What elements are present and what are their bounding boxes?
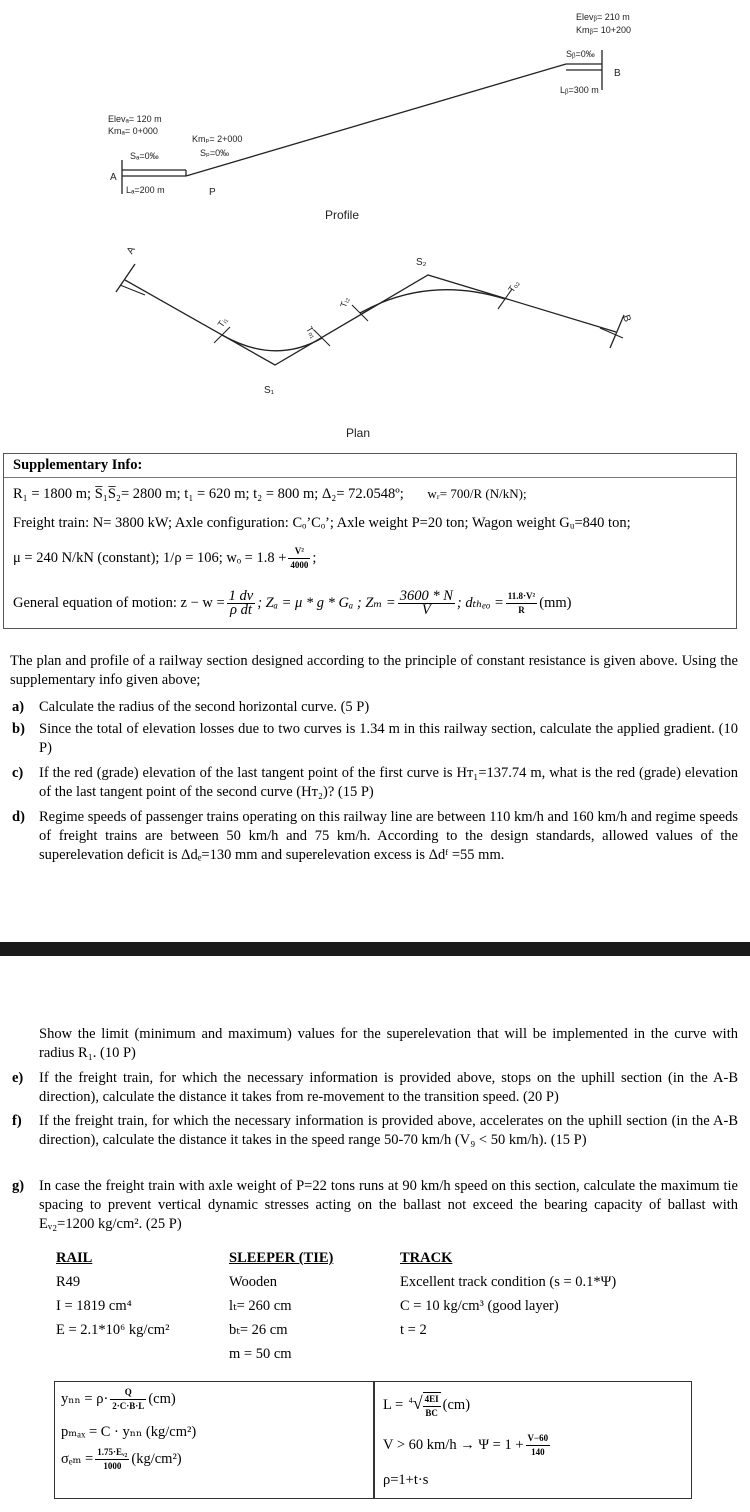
plan-label-to1: Tₒ₁ [304,324,319,340]
plan-label-a: A [124,244,138,257]
l-formula: L = $^4$√ $\frac{4EI}{BC}$ (cm) [383,1392,471,1418]
question-b: b) Since the total of elevation losses due to two curves is 1.34 m in this railway section, calculate the applied gradient. (10 P) [12,721,738,756]
profile-point-p: P [209,187,216,198]
plan-label-to2: Tₒ₂ [506,278,522,295]
row1-text: R₁ = 1800 m; S̅₁S̅₂= 2800 m; t₁ = 620 m; t₂ = 800 m; Δ₂= 72.0548º; [13,486,404,502]
question-c: c) If the red (grade) elevation of the last tangent point of the first curve is Hᴛ₁=137.74 m, what is the red (grade) elevation of the last tangent point of the second curve (Hᴛ₂)? (15 P) [12,765,738,800]
row3-text: μ = 240 N/kN (constant); 1/ρ = 106; wₒ = 1.8 + [13,550,287,566]
profile-elev-a: Elevₐ= 120 m [108,114,162,124]
rail-line: E = 2.1*10⁶ kg/cm² [56,1322,170,1338]
profile-drawing [0,0,750,230]
profile-elev-b: Elevᵦ= 210 m [576,12,630,22]
profile-caption: Profile [325,208,360,222]
root-sign-icon: √ [412,1392,423,1413]
motion-eq-label: General equation of motion: z − w = [13,595,225,611]
rail-column [56,1246,169,1342]
question-d: d) Regime speeds of passenger trains operating on this railway line are between 110 km/h and 160 km/h and regime speeds of freight trains are between 50 km/h and 75 km/h. According to the design standards, allowed values of the superelevation deficit is Δdₑ=130 mm and superelevation excess is Δdᶠ =55 mm. [12,809,738,863]
sigma-em-formula: σₑₘ = $\frac{\text{1.75·Eᵥ₂}}{1000}$ (kg/cm²) [61,1447,182,1472]
profile-km-b: Kmᵦ= 10+200 [576,25,632,35]
plan-label-ti1: Tᵢ₁ [215,315,230,330]
plan-label-b: B [620,313,633,324]
rail-line: R49 [56,1274,81,1290]
profile-point-a: A [110,172,117,183]
plan-lines [0,235,750,445]
w0-fraction: $\frac{\text{V²}}{4000}$ [290,546,309,571]
dv-dt-fraction: $\frac{1 dv}{\text{ρ dt}}$ [228,588,254,619]
page-break-bar [0,942,750,956]
sleeper-line: bₜ= 26 cm [229,1322,288,1338]
question-f: f) If the freight train, for which the necessary information is provided above, accelerates on the uphill section (in the A-B direction), calculate the distance it takes in the speed range 50-70 km/h (V₉ < 50 km/h). (15 P) [12,1113,738,1148]
supplementary-row-3: μ = 240 N/kN (constant); 1/ρ = 106; wₒ = 1.8 + $\frac{\text{V²}}{4000}$ ; [13,546,317,571]
track-line: C = 10 kg/cm³ (good layer) [400,1298,559,1314]
intro-paragraph: The plan and profile of a railway section designed according to the principle of constant resistance is given above. Using the supplementary info given above; [10,653,738,688]
formula-box-left [54,1381,374,1499]
zm-fraction: $\frac{3600 * N}{V}$ [399,588,453,619]
sleeper-column [229,1246,333,1366]
psi-formula: V > 60 km/h → Ψ = 1 + $\frac{V-60}{140}$ [383,1433,549,1458]
row1-w: wᵣ= 700/R (N/kN); [427,486,527,501]
plan-label-ti2: Tᵢ₂ [338,295,352,309]
sleeper-line: m = 50 cm [229,1346,292,1362]
supplementary-info-box [3,453,737,629]
profile-km-a: Kmₐ= 0+000 [108,126,158,136]
rail-header: RAIL [56,1250,93,1266]
sleeper-line: lₜ= 260 cm [229,1298,292,1314]
track-line: t = 2 [400,1322,427,1338]
profile-length-b: Lᵦ=300 m [560,85,599,95]
ydn-formula: yₙₙ = ρ· $\frac{Q}{2\cdot C\cdot B\cdot L}$ (cm) [61,1387,176,1412]
track-column [400,1246,616,1342]
supplementary-title: Supplementary Info: [13,457,143,473]
sleeper-header: SLEEPER (TIE) [229,1250,334,1266]
pmax-formula: pₘₐₓ = C · yₙₙ (kg/cm²) [61,1424,197,1440]
profile-km-p: Kmₚ= 2+000 [192,134,243,144]
profile-slope-b: Sᵦ=0‰ [566,49,595,59]
question-e: e) If the freight train, for which the necessary information is provided above, stops on the uphill section (in the A-B direction), calculate the distance it takes from re-movement to the transition speed. (20 P) [12,1070,738,1105]
sleeper-line: Wooden [229,1274,277,1290]
supplementary-row-1 [4,477,736,509]
plan-label-s2: S₂ [416,257,427,268]
track-line: Excellent track condition (s = 0.1*Ψ) [400,1274,617,1290]
formula-box-right [374,1381,692,1499]
rho-formula: ρ=1+t·s [383,1472,429,1488]
plan-drawing [0,235,750,445]
rail-line: I = 1819 cm⁴ [56,1298,132,1314]
supplementary-row-2: Freight train: N= 3800 kW; Axle configuration: Cₒ’Cₒ’; Axle weight P=20 ton; Wagon weight Gᵤ=840 ton; [13,515,631,531]
profile-length-a: Lₐ=200 m [126,185,165,195]
dtheo-text: ; dₜₕₑₒ = [456,595,504,611]
question-a: a) Calculate the radius of the second horizontal curve. (5 P) [12,699,370,715]
continuation-paragraph: Show the limit (minimum and maximum) values for the superelevation that will be implemented in the curve with radius R₁. (10 P) [39,1026,738,1061]
profile-slope-a: Sₐ=0‰ [130,151,159,161]
za-zm-text: ; Zₐ = μ * g * Gₐ ; Zₘ = [257,595,396,611]
plan-label-s1: S₁ [264,385,275,396]
track-header: TRACK [400,1250,453,1266]
question-g: g) In case the freight train with axle weight of P=22 tons runs at 90 km/h speed on this section, calculate the maximum tie spacing to prevent vertical dynamic stresses acting on the ballast not exceed the bearing capacity of ballast with Eᵥ₂=1200 kg/cm². (25 P) [12,1178,738,1232]
dtheo-fraction: $\frac{\text{11.8·V²}}{R}$ [507,591,536,616]
profile-point-b: B [614,68,621,79]
supplementary-row-4: General equation of motion: z − w = $\frac{1 dv}{\text{ρ dt}}$ ; Zₐ = μ * g * Gₐ ; Zₘ = $\frac{3600 * N}{V}$ ; dₜₕₑₒ = $\frac{\text{11.8·V²}}{R}$ (mm) [13,588,572,619]
profile-slope-p: Sₚ=0‰ [200,148,230,158]
plan-caption: Plan [346,426,371,440]
